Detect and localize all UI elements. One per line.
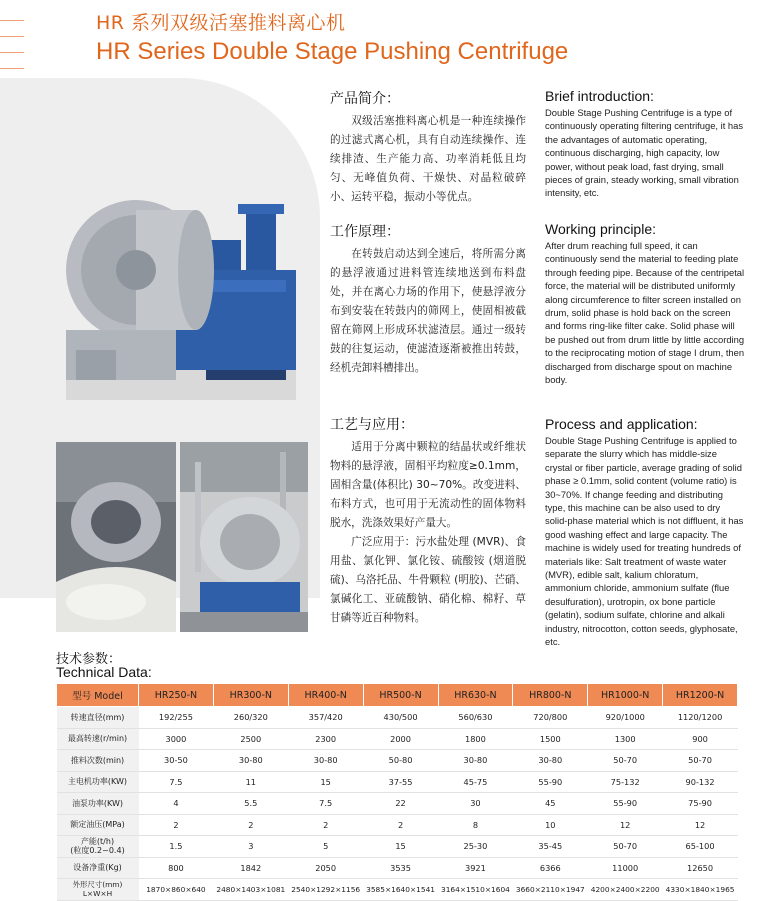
table-cell: 50-70 — [588, 750, 663, 772]
discharge-product-photo — [56, 442, 176, 632]
table-cell: 90-132 — [663, 771, 738, 793]
table-cell: 50-80 — [363, 750, 438, 772]
table-cell: 11000 — [588, 857, 663, 879]
table-cell: 1300 — [588, 728, 663, 750]
table-cell: 3535 — [363, 857, 438, 879]
table-cell: 2500 — [213, 728, 288, 750]
table-cell: 37-55 — [363, 771, 438, 793]
intro-en-text: Double Stage Pushing Centrifuge is a type of continuously operating filtering centrifuge, it has the advantages of automatic operating, continuous discharging, high capacity, low power, without peak load, fast drying, small pieces of grain, steady working, small vibration intensity, etc. — [545, 107, 744, 199]
page-title-cn: HR 系列双级活塞推料离心机 — [96, 12, 346, 34]
table-cell: 4 — [139, 793, 214, 815]
table-row-label: 油泵功率(KW) — [57, 793, 139, 815]
table-cell: 1500 — [513, 728, 588, 750]
table-cell: 30-80 — [438, 750, 513, 772]
table-cell: 4330×1840×1965 — [663, 879, 738, 901]
table-row-label: 最高转速(r/min) — [57, 728, 139, 750]
table-header-cell: HR250-N — [139, 684, 214, 707]
process-cn-section — [330, 414, 526, 628]
intro-cn-text: 双级活塞推料离心机是一种连续操作的过滤式离心机，具有自动连续操作、连续排渣、生产能力高、功率消耗低且均匀、无峰值负荷、干燥快、对晶粒破碎小、运转平稳，振动小等优点。 — [330, 115, 526, 203]
table-row — [57, 771, 738, 793]
table-header-cell: HR630-N — [438, 684, 513, 707]
table-cell: 1120/1200 — [663, 707, 738, 729]
table-header-row — [57, 684, 738, 707]
table-body — [57, 707, 738, 901]
table-cell: 900 — [663, 728, 738, 750]
page-title-en: HR Series Double Stage Pushing Centrifuge — [96, 38, 569, 65]
table-cell: 3585×1640×1541 — [363, 879, 438, 901]
table-cell: 560/630 — [438, 707, 513, 729]
installed-centrifuge-photo — [180, 442, 308, 632]
principle-en-heading: Working principle: — [545, 221, 657, 237]
table-cell: 3164×1510×1604 — [438, 879, 513, 901]
table-row-label: 主电机功率(KW) — [57, 771, 139, 793]
tech-heading-cn: 技术参数： — [56, 652, 122, 667]
table-cell: 2540×1292×1156 — [288, 879, 363, 901]
table-cell: 15 — [288, 771, 363, 793]
table-cell: 2 — [213, 814, 288, 836]
intro-en-section — [545, 88, 745, 200]
table-cell: 1.5 — [139, 836, 214, 858]
process-en-text: Double Stage Pushing Centrifuge is applied to separate the slurry which has middle-size crystal or fiber particle, average grading of solid phase ≥ 0.1mm, solid content (volume ratio) is 30~70%. If change feeding and distributing type, this machine can be also used to dry solid-phase material which is not diffluent, it has good washing effect and large capacity. The machine is widely used for treating hundreds of materials like: Salt treatment of waste water (MVR), edible salt, kalium chloratum, ammonium chloride, ammonium sulfate (flue desulfuration), urotropin, ox bone particle (gelatin), sodium sulfate, chlorine and alkali industry, nitrocotton, cotton seeds, glyphosate, etc. — [545, 435, 744, 648]
table-header-cell: 型号 Model — [57, 684, 139, 707]
table-cell: 3660×2110×1947 — [513, 879, 588, 901]
table-cell: 800 — [139, 857, 214, 879]
table-row — [57, 707, 738, 729]
table-row — [57, 728, 738, 750]
table-cell: 4200×2400×2200 — [588, 879, 663, 901]
table-cell: 260/320 — [213, 707, 288, 729]
table-cell: 75-90 — [663, 793, 738, 815]
table-row — [57, 879, 738, 901]
table-cell: 2 — [363, 814, 438, 836]
table-cell: 192/255 — [139, 707, 214, 729]
table-cell: 1842 — [213, 857, 288, 879]
principle-en-text: After drum reaching full speed, it can continuously send the material to feeding plate through feeding pipe. Because of the centripetal force, the material will be distributed uniformly along circumference to filter screen installed on drum, solid phase is hold back on the screen and forms ring-like filter cake. Solid phase will be pushed out from drum little by little according to the reciprocating motion of stage I drum, then discharged from discharge spout on machine body. — [545, 240, 745, 386]
table-header-cell: HR1200-N — [663, 684, 738, 707]
tech-heading-en: Technical Data: — [56, 664, 152, 680]
table-row-label: 转速直径(mm) — [57, 707, 139, 729]
table-cell: 35-45 — [513, 836, 588, 858]
table-cell: 5 — [288, 836, 363, 858]
table-header-cell: HR800-N — [513, 684, 588, 707]
table-cell: 2 — [139, 814, 214, 836]
table-cell: 357/420 — [288, 707, 363, 729]
table-header-cell: HR500-N — [363, 684, 438, 707]
principle-cn-text: 在转鼓启动达到全速后，将所需分离的悬浮液通过进料管连续地送到布料盘处，并在离心力场的作用下，使悬浮液分布到安装在转鼓内的筛网上，使固相被截留在筛网上形成环状滤渣层。通过一级转鼓的往复运动，使滤渣逐渐被推出转鼓，经机壳卸料槽排出。 — [330, 248, 526, 374]
process-cn-heading: 工艺与应用： — [330, 417, 414, 433]
intro-en-heading: Brief introduction: — [545, 88, 654, 104]
table-cell: 1800 — [438, 728, 513, 750]
table-cell: 6366 — [513, 857, 588, 879]
principle-cn-section — [330, 221, 526, 378]
table-cell: 75-132 — [588, 771, 663, 793]
table-cell: 3000 — [139, 728, 214, 750]
table-cell: 55-90 — [513, 771, 588, 793]
table-cell: 30-80 — [513, 750, 588, 772]
table-cell: 25-30 — [438, 836, 513, 858]
centrifuge-machine-photo — [56, 170, 310, 408]
table-cell: 2300 — [288, 728, 363, 750]
table-cell: 1870×860×640 — [139, 879, 214, 901]
table-cell: 10 — [513, 814, 588, 836]
process-en-section — [545, 416, 745, 649]
table-cell: 15 — [363, 836, 438, 858]
table-cell: 30-80 — [288, 750, 363, 772]
process-cn-text-1: 适用于分离中颗粒的结晶状或纤维状物料的悬浮液，固相平均粒度≥0.1mm，固相含量(体积比) 30~70%。改变进料、布料方式，也可用于无流动性的固体物料脱水，洗涤效果好产量大。 — [330, 441, 526, 529]
table-cell: 12 — [588, 814, 663, 836]
table-row-label: 产能(t/h) (粒度0.2~0.4) — [57, 836, 139, 858]
table-cell: 22 — [363, 793, 438, 815]
table-cell: 8 — [438, 814, 513, 836]
table-cell: 50-70 — [663, 750, 738, 772]
table-cell: 55-90 — [588, 793, 663, 815]
table-cell: 2000 — [363, 728, 438, 750]
table-cell: 430/500 — [363, 707, 438, 729]
table-cell: 30 — [438, 793, 513, 815]
table-cell: 2480×1403×1081 — [213, 879, 288, 901]
table-header-cell: HR400-N — [288, 684, 363, 707]
table-cell: 720/800 — [513, 707, 588, 729]
table-row — [57, 814, 738, 836]
table-cell: 3921 — [438, 857, 513, 879]
table-row — [57, 836, 738, 858]
table-header-cell: HR1000-N — [588, 684, 663, 707]
table-cell: 12650 — [663, 857, 738, 879]
table-row-label: 额定油压(MPa) — [57, 814, 139, 836]
technical-data-table — [56, 683, 738, 901]
table-cell: 7.5 — [288, 793, 363, 815]
table-row — [57, 857, 738, 879]
table-cell: 30-80 — [213, 750, 288, 772]
table-row — [57, 793, 738, 815]
table-cell: 65-100 — [663, 836, 738, 858]
table-row-label: 设备净重(Kg) — [57, 857, 139, 879]
table-cell: 30-50 — [139, 750, 214, 772]
table-cell: 3 — [213, 836, 288, 858]
principle-en-section — [545, 221, 745, 386]
table-header-cell: HR300-N — [213, 684, 288, 707]
table-cell: 45 — [513, 793, 588, 815]
table-cell: 2050 — [288, 857, 363, 879]
intro-cn-section — [330, 88, 526, 207]
table-cell: 50-70 — [588, 836, 663, 858]
table-row-label: 外形尺寸(mm) L×W×H — [57, 879, 139, 901]
table-cell: 11 — [213, 771, 288, 793]
process-en-heading: Process and application: — [545, 416, 698, 432]
table-row-label: 推料次数(min) — [57, 750, 139, 772]
table-row — [57, 750, 738, 772]
table-cell: 45-75 — [438, 771, 513, 793]
table-cell: 2 — [288, 814, 363, 836]
table-cell: 12 — [663, 814, 738, 836]
intro-cn-heading: 产品简介： — [330, 91, 400, 107]
process-cn-text-2: 广泛应用于：污水盐处理 (MVR)、食用盐、氯化钾、氯化铵、硫酸铵 (烟道脱硫)、乌洛托品、牛骨颗粒 (明胶)、芒硝、氯碱化工、亚硫酸钠、硝化棉、棉籽、草甘磷等近百种物料。 — [330, 536, 526, 624]
table-cell: 5.5 — [213, 793, 288, 815]
table-cell: 7.5 — [139, 771, 214, 793]
principle-cn-heading: 工作原理： — [330, 224, 400, 240]
table-cell: 920/1000 — [588, 707, 663, 729]
